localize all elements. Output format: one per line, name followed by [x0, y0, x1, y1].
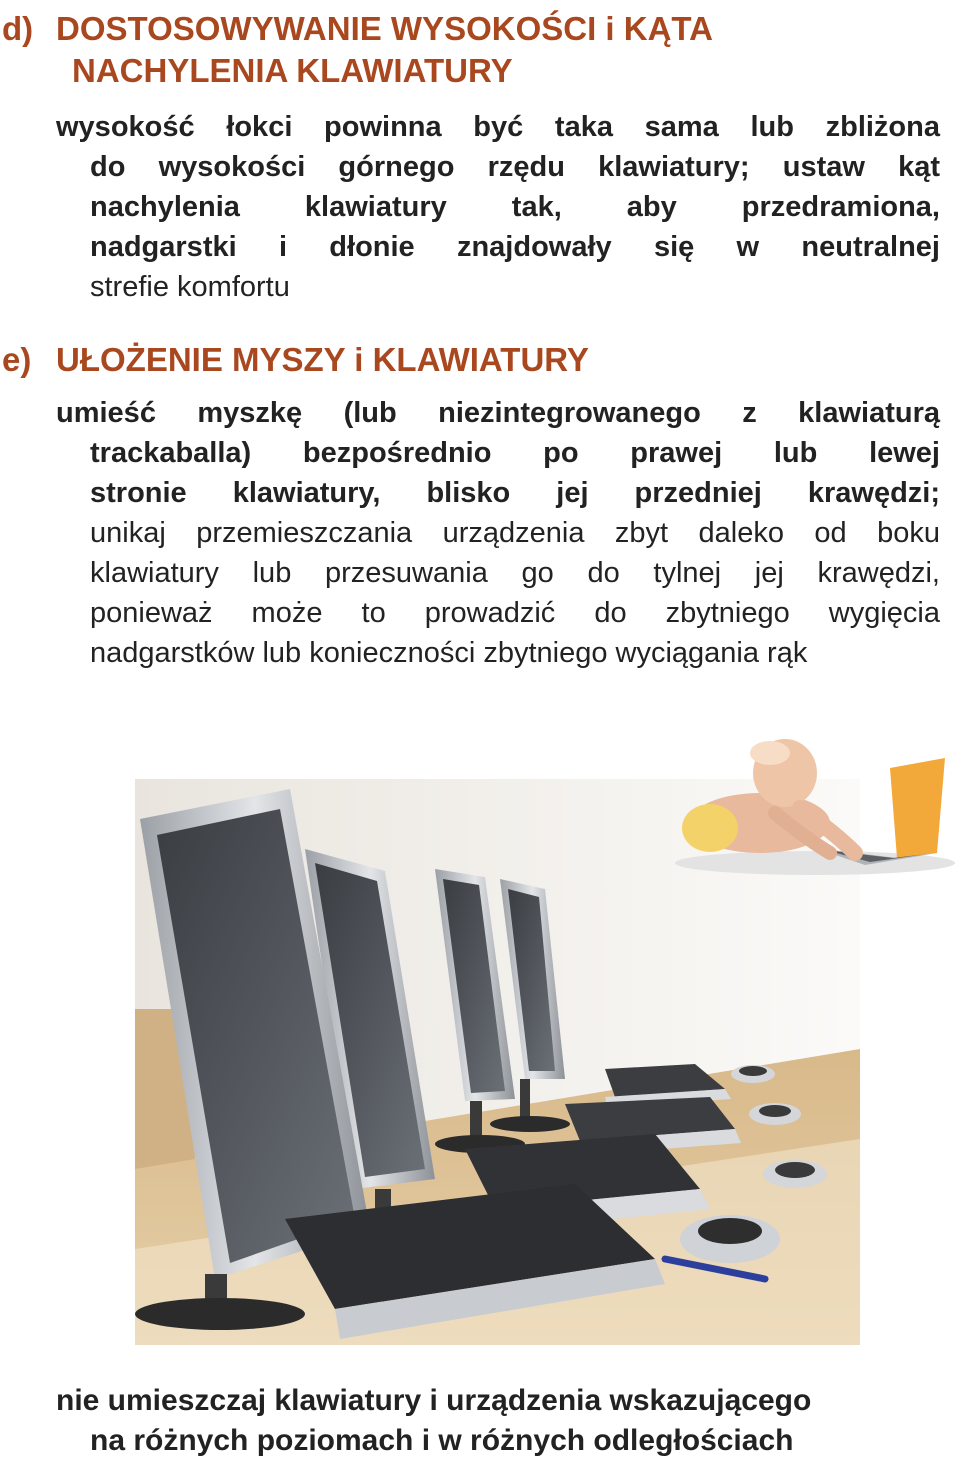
baby-laptop-illustration — [665, 713, 955, 883]
paragraph-line: nadgarstki i dłonie znajdowały się w neutralnej — [90, 231, 940, 263]
mouse-middle — [749, 1103, 801, 1125]
paragraph-line: nachylenia klawiatury tak, aby przedramiona, — [90, 191, 940, 223]
mouse-second — [763, 1160, 827, 1188]
paragraph-line: strefie komfortu — [90, 271, 290, 303]
footer-note — [56, 1381, 940, 1461]
paragraph-line: trackaballa) bezpośrednio po prawej lub lewej — [90, 437, 940, 469]
paragraph-line: nadgarstków lub konieczności zbytniego wyciągania rąk — [90, 637, 808, 669]
section-d-title-line1: DOSTOSOWYWANIE WYSOKOŚCI i KĄTA — [56, 10, 713, 47]
section-e-paragraph — [56, 393, 940, 673]
paragraph-line: do wysokości górnego rzędu klawiatury; ustaw kąt — [90, 151, 940, 183]
section-d-marker: d) — [2, 10, 34, 47]
section-d-paragraph — [56, 107, 940, 307]
paragraph-line: unikaj przemieszczania urządzenia zbyt daleko od boku — [90, 517, 940, 549]
paragraph-line: klawiatury lub przesuwania go do tylnej jej krawędzi, — [90, 557, 940, 589]
section-e-title: UŁOŻENIE MYSZY i KLAWIATURY — [56, 341, 589, 378]
paragraph-line: stronie klawiatury, blisko jej przedniej krawędzi; — [90, 477, 940, 509]
baby-laptop-photo — [665, 713, 955, 883]
section-d-title-line2: NACHYLENIA KLAWIATURY — [72, 52, 513, 89]
footer-line2: na różnych poziomach i w różnych odległościach — [90, 1424, 794, 1457]
paragraph-line: ponieważ może to prowadzić do zbytniego wygięcia — [90, 597, 940, 629]
paragraph-line: umieść myszkę (lub niezintegrowanego z klawiaturą — [56, 397, 940, 429]
section-e-marker: e) — [2, 341, 32, 378]
paragraph-line: wysokość łokci powinna być taka sama lub zbliżona — [56, 111, 940, 143]
section-d-title — [56, 8, 936, 92]
footer-line1: nie umieszczaj klawiatury i urządzenia wskazującego — [56, 1384, 812, 1417]
mouse-back — [731, 1065, 775, 1083]
